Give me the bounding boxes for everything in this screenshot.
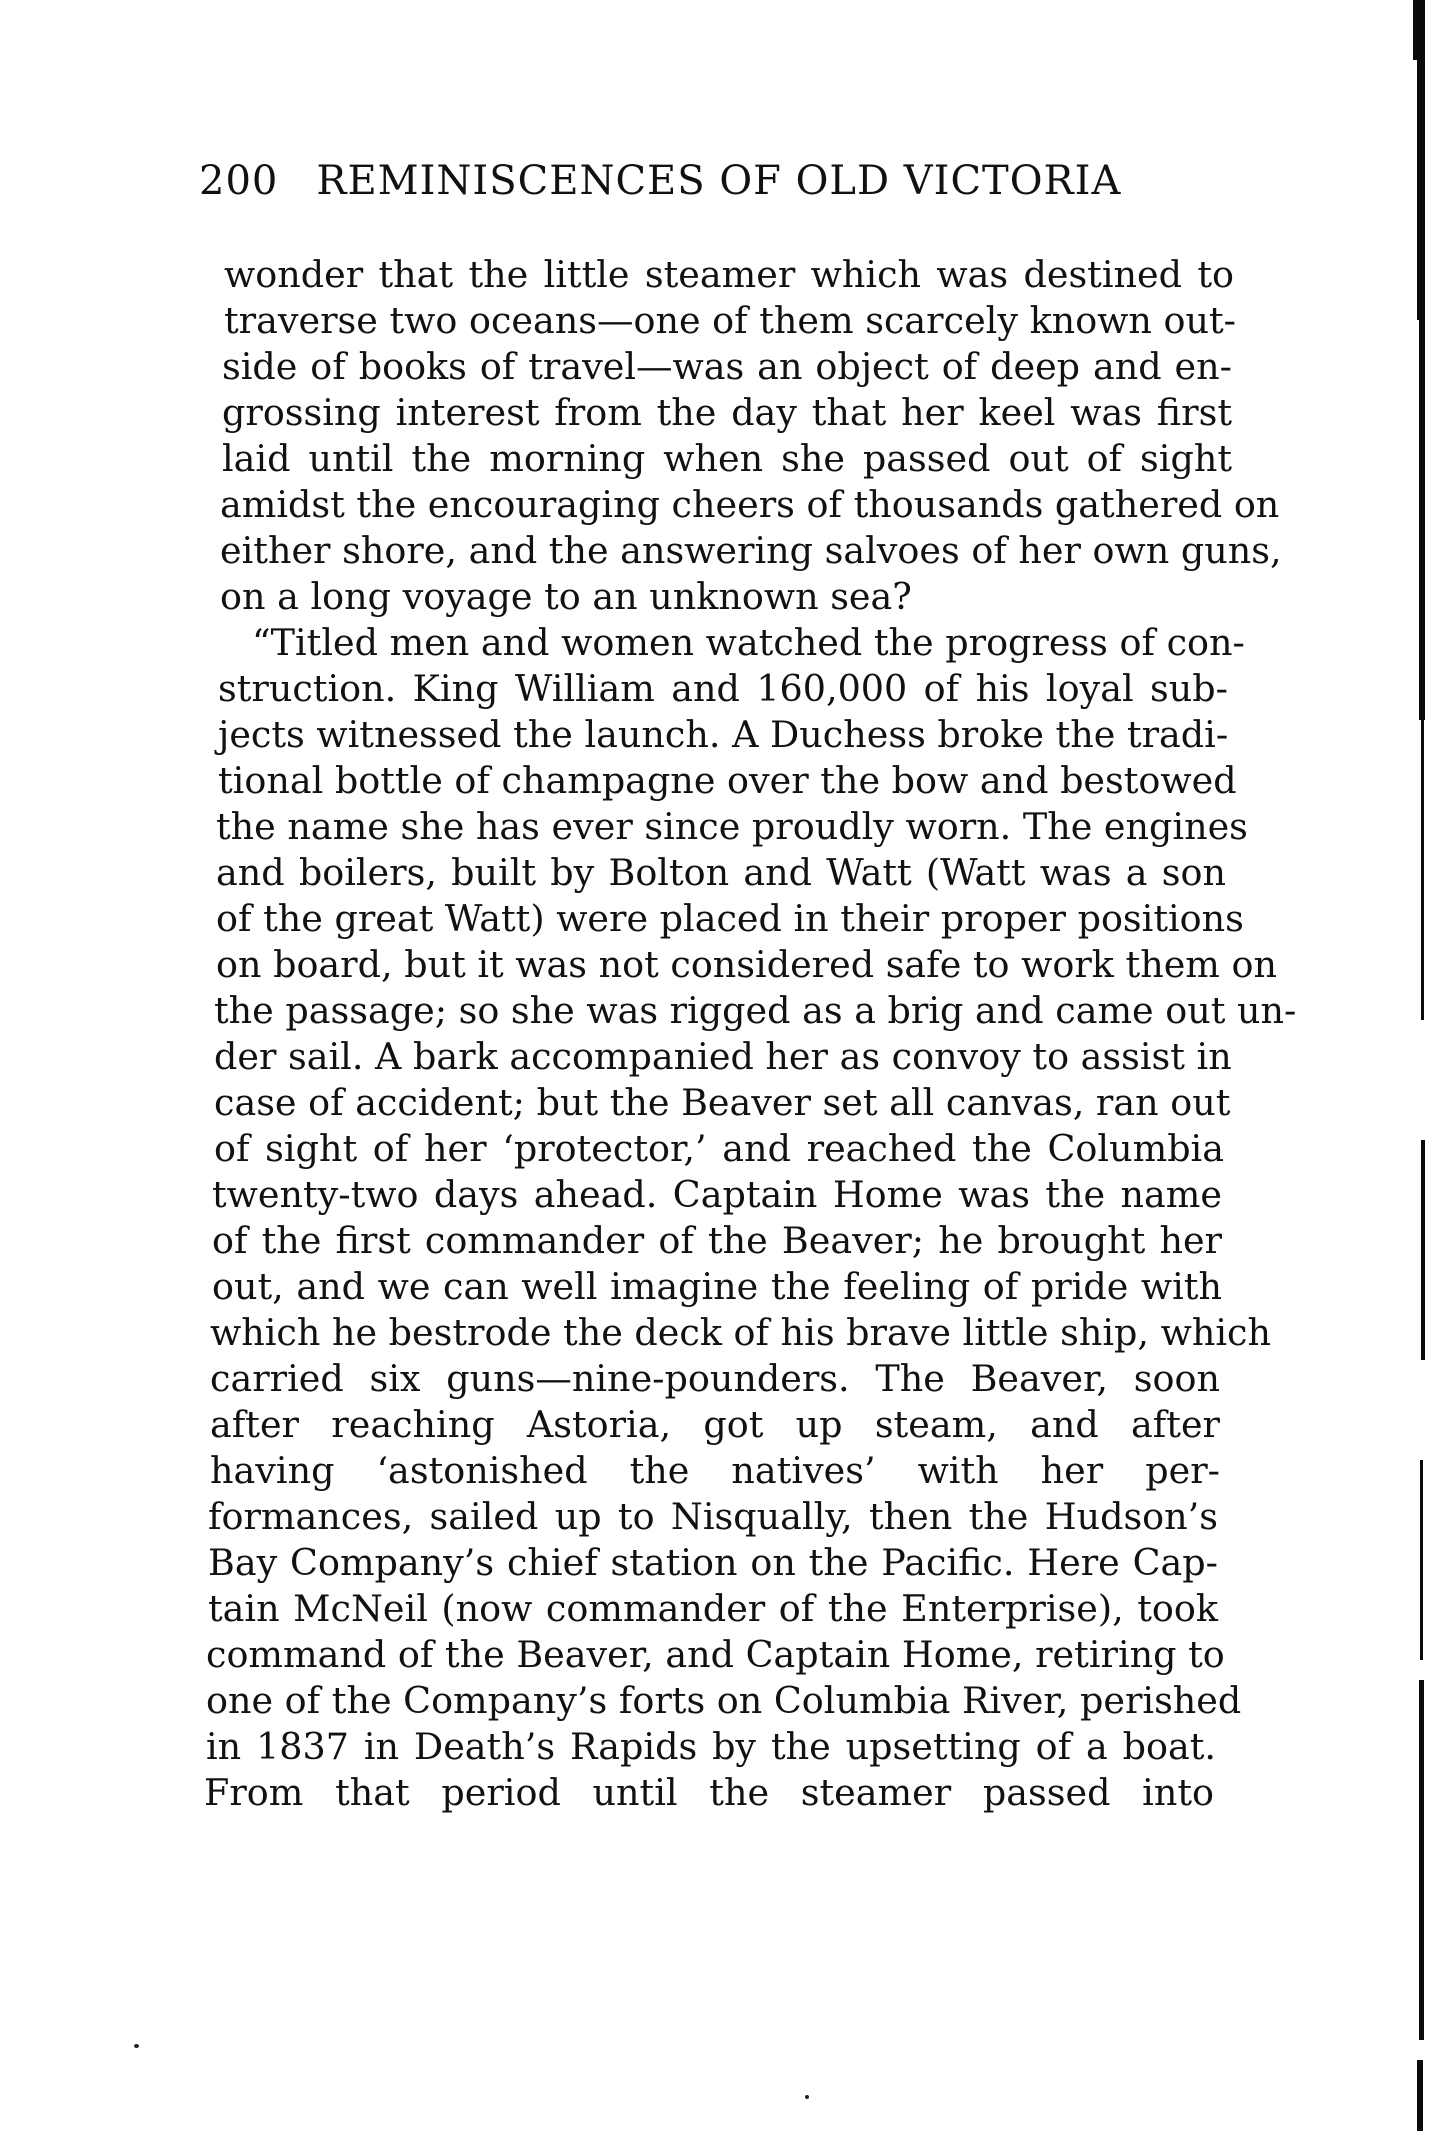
text-line: on board, but it was not considered safe to work them on [216, 943, 1277, 986]
text-line: in 1837 in Death’s Rapids by the upsetting of a boat. [206, 1725, 1216, 1768]
running-header [199, 158, 1199, 218]
text-line: tain McNeil (now commander of the Enterprise), took [208, 1587, 1218, 1630]
text-line: command of the Beaver, and Captain Home, retiring to [206, 1633, 1225, 1676]
text-line: of sight of her ‘protector,’ and reached the Columbia [214, 1127, 1224, 1170]
text-line: of the great Watt) were placed in their proper positions [216, 897, 1244, 940]
text-line: the name she has ever since proudly worn. The engines [216, 805, 1248, 848]
text-line: and boilers, built by Bolton and Watt (Watt was a son [216, 851, 1226, 894]
text-line: amidst the encouraging cheers of thousands gathered on [220, 483, 1280, 526]
text-line: formances, sailed up to Nisqually, then the Hudson’s [208, 1495, 1218, 1538]
text-line: of the first commander of the Beaver; he brought her [212, 1219, 1222, 1262]
running-title: REMINISCENCES OF OLD VICTORIA [316, 158, 1122, 204]
text-line: jects witnessed the launch. A Duchess broke the tradi- [218, 713, 1229, 756]
text-line: carried six guns—nine-pounders. The Beaver, soon [210, 1357, 1220, 1400]
text-line: From that period until the steamer passed into [204, 1771, 1214, 1814]
text-line: side of books of travel—was an object of deep and en- [222, 345, 1232, 388]
page-speck [134, 2044, 139, 2048]
text-line: laid until the morning when she passed out of sight [222, 437, 1232, 480]
text-line: one of the Company’s forts on Columbia River, perished [206, 1679, 1242, 1722]
text-line: wonder that the little steamer which was destined to [224, 253, 1234, 296]
text-line: either shore, and the answering salvoes of her own guns, [220, 529, 1282, 572]
text-line: twenty-two days ahead. Captain Home was the name [212, 1173, 1222, 1216]
text-line: traverse two oceans—one of them scarcely known out- [224, 299, 1237, 342]
text-line: struction. King William and 160,000 of his loyal sub- [218, 667, 1228, 710]
text-line: on a long voyage to an unknown sea? [220, 575, 912, 618]
text-line: der sail. A bark accompanied her as convoy to assist in [214, 1035, 1232, 1078]
text-line: “Titled men and women watched the progress of con- [252, 621, 1245, 664]
text-line: Bay Company’s chief station on the Pacific. Here Cap- [208, 1541, 1218, 1584]
text-line: after reaching Astoria, got up steam, and after [210, 1403, 1220, 1446]
page-speck [805, 2095, 809, 2099]
binding-edge [1407, 0, 1431, 2131]
text-line: the passage; so she was rigged as a brig and came out un- [214, 989, 1297, 1032]
text-line: grossing interest from the day that her keel was first [222, 391, 1232, 434]
text-line: having ‘astonished the natives’ with her per- [210, 1449, 1220, 1492]
text-line: which he bestrode the deck of his brave little ship, which [210, 1311, 1271, 1354]
text-line: out, and we can well imagine the feeling of pride with [212, 1265, 1222, 1308]
text-line: tional bottle of champagne over the bow and bestowed [218, 759, 1237, 802]
text-line: case of accident; but the Beaver set all canvas, ran out [214, 1081, 1231, 1124]
page-number: 200 [199, 158, 279, 204]
